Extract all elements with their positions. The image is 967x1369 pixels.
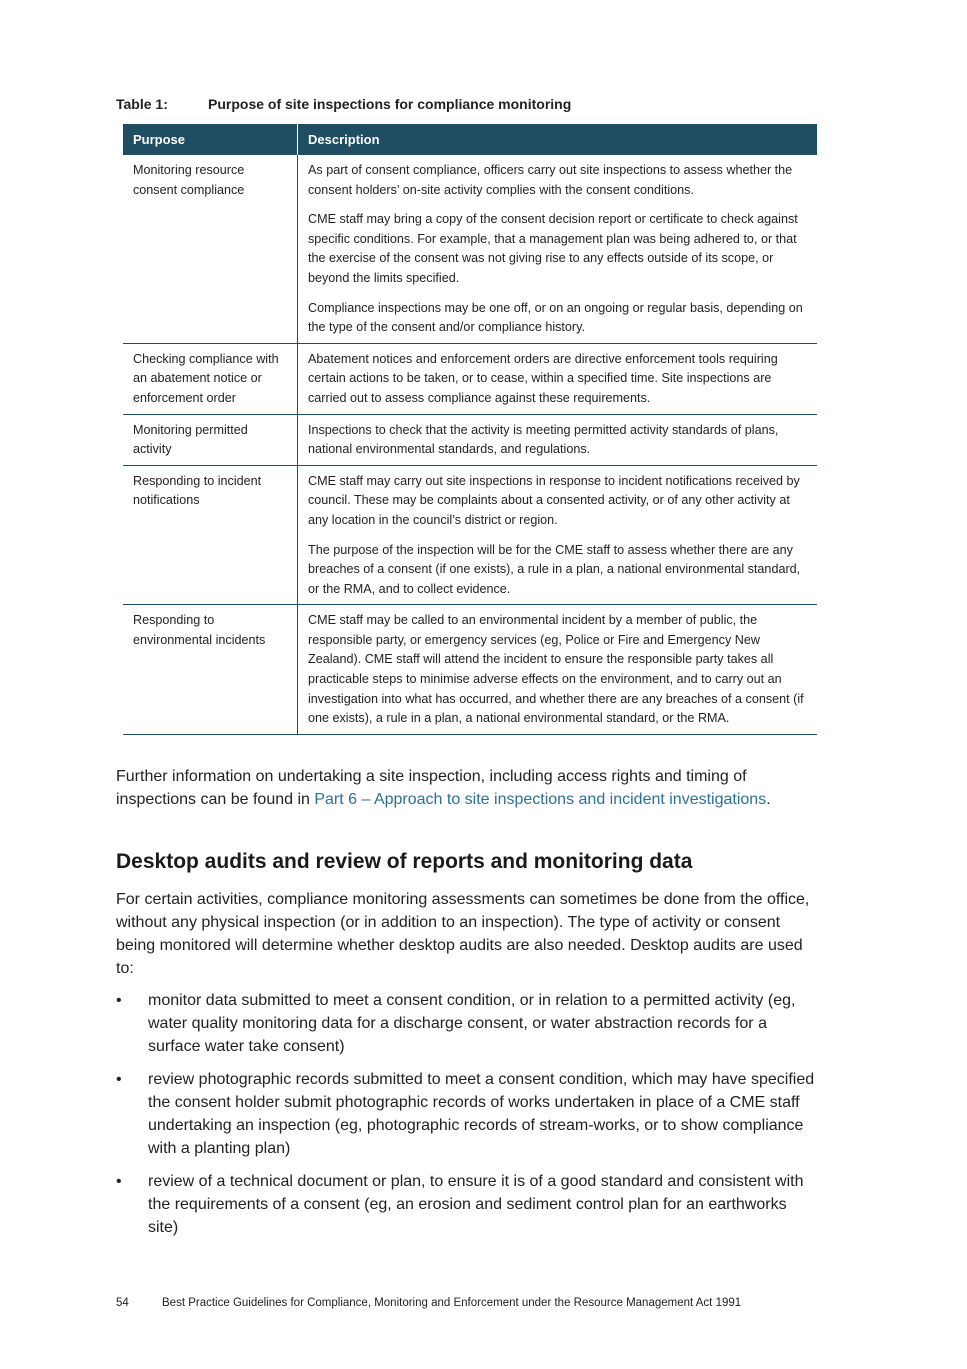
table-row	[123, 465, 817, 605]
description-cell	[298, 155, 818, 343]
page-footer	[116, 1297, 741, 1309]
description-cell	[298, 605, 818, 735]
further-information-paragraph	[116, 765, 816, 811]
further-info-text: Further information on undertaking a site inspection, including access rights and timing of inspections can be found in	[116, 768, 747, 808]
description-paragraph: The purpose of the inspection will be for the CME staff to assess whether there are any breaches of a consent (if one exists), a rule in a plan, a national environmental standard, or the RMA, and to collect evidence.	[308, 542, 801, 596]
table-caption-number: Table 1:	[116, 96, 168, 112]
description-paragraph: Inspections to check that the activity is meeting permitted activity standards of plans, national environmental standards, and regulations.	[308, 422, 779, 457]
desktop-audits-list	[116, 989, 816, 1249]
purpose-cell: Monitoring permitted activity	[123, 414, 298, 465]
part-6-link[interactable]: Part 6 – Approach to site inspections and incident investigations	[314, 791, 767, 808]
purpose-cell: Monitoring resource consent compliance	[123, 155, 298, 343]
description-paragraph: CME staff may be called to an environmental incident by a member of public, the responsible party, or emergency services (eg, Police or Fire and Emergency New Zealand). CME staff will attend the incident to ensure the responsible party takes all practicable steps to minimise adverse effects on the environment, and to carry out an investigation into what has occurred, and whether there are any breaches of a consent (if one exists), a rule in a plan, a national environmental standard, or the RMA.	[308, 613, 804, 726]
footer-title: Best Practice Guidelines for Compliance, Monitoring and Enforcement under the Resource Management Act 1991	[162, 1297, 742, 1309]
description-cell	[298, 465, 818, 605]
list-item-text: review of a technical document or plan, to ensure it is of a good standard and consistent with the requirements of a consent (eg, an erosion and sediment control plan for an earthworks site)	[148, 1173, 804, 1236]
table-row	[123, 155, 817, 343]
header-purpose: Purpose	[123, 124, 298, 155]
header-description: Description	[298, 124, 818, 155]
description-paragraph: Abatement notices and enforcement orders are directive enforcement tools requiring certain actions to be taken, or to cease, within a specified time. Site inspections are carried out to assess compliance against these requirements.	[308, 351, 778, 405]
list-item-text: review photographic records submitted to meet a consent condition, which may have specified the consent holder submit photographic records of works undertaken in place of a CME staff undertaking an inspection (eg, photographic records of stream-works, or to show compliance with a planting plan)	[148, 1071, 815, 1157]
table-caption-title: Purpose of site inspections for compliance monitoring	[208, 96, 572, 112]
description-paragraph: As part of consent compliance, officers carry out site inspections to assess whether the consent holders’ on-site activity complies with the consent conditions.	[308, 163, 793, 197]
bullet-icon: •	[116, 992, 122, 1009]
page-number: 54	[116, 1297, 129, 1309]
list-item-text: monitor data submitted to meet a consent condition, or in relation to a permitted activity (eg, water quality monitoring data for a discharge consent, or water abstraction records for a surface water take consent)	[148, 992, 796, 1055]
purpose-table	[123, 124, 817, 735]
list-item	[116, 1068, 816, 1160]
description-paragraph: CME staff may carry out site inspections in response to incident notifications received by council. These may be complaints about a consented activity, or of any other activity at any location in the council’s district or region.	[308, 473, 800, 527]
purpose-cell: Responding to environmental incidents	[123, 605, 298, 735]
further-info-period: .	[766, 791, 771, 808]
table-row	[123, 343, 817, 414]
bullet-icon: •	[116, 1173, 122, 1190]
purpose-cell: Checking compliance with an abatement notice or enforcement order	[123, 343, 298, 414]
table-caption	[116, 96, 571, 112]
bullet-icon: •	[116, 1071, 122, 1088]
table-header-row	[123, 124, 817, 155]
section-heading: Desktop audits and review of reports and monitoring data	[116, 850, 693, 873]
section-intro-paragraph: For certain activities, compliance monitoring assessments can sometimes be done from the office, without any physical inspection (or in addition to an inspection). The type of activity or consent being monitored will determine whether desktop audits are also needed. Desktop audits are used to:	[116, 891, 810, 977]
list-item	[116, 1170, 816, 1239]
description-cell	[298, 414, 818, 465]
description-paragraph: CME staff may bring a copy of the consent decision report or certificate to check against specific conditions. For example, that a management plan was being adhered to, or that the exercise of the consent was not giving rise to any effects outside of its scope, or beyond the limits specified.	[308, 212, 798, 285]
table-row	[123, 605, 817, 735]
purpose-cell: Responding to incident notifications	[123, 465, 298, 605]
table-row	[123, 414, 817, 465]
list-item	[116, 989, 816, 1058]
description-cell	[298, 343, 818, 414]
description-paragraph: Compliance inspections may be one off, or on an ongoing or regular basis, depending on the type of the consent and/or compliance history.	[308, 300, 803, 335]
